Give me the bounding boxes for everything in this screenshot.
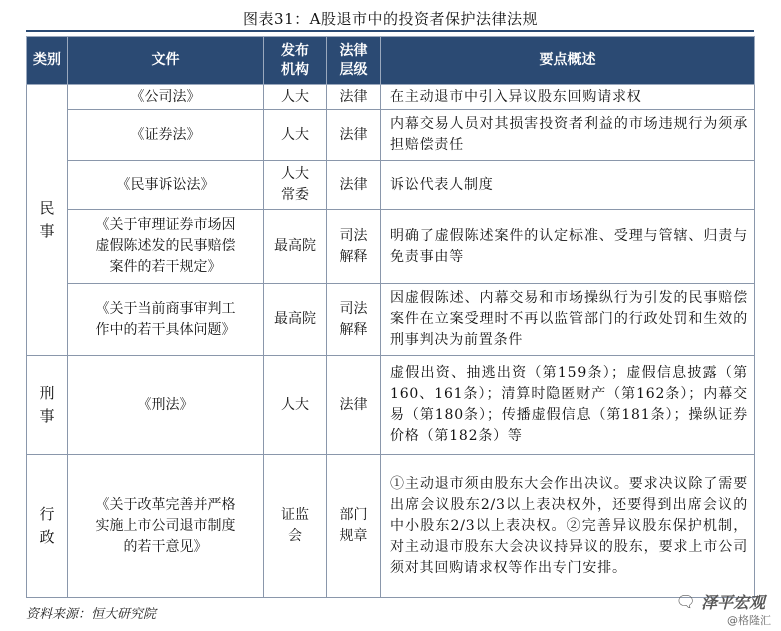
law-table bbox=[26, 36, 755, 598]
document-cell: 《关于当前商事审判工作中的若干具体问题》 bbox=[68, 284, 264, 356]
level-cell: 部门规章 bbox=[327, 455, 381, 598]
table-row bbox=[27, 284, 755, 356]
table-title: 图表31：A股退市中的投资者保护法律法规 bbox=[243, 10, 538, 28]
level-cell: 司法解释 bbox=[327, 210, 381, 284]
points-cell: 明确了虚假陈述案件的认定标准、受理与管辖、归责与免责事由等 bbox=[381, 210, 755, 284]
issuer-cell: 人大 bbox=[264, 110, 327, 161]
issuer-cell: 最高院 bbox=[264, 284, 327, 356]
category-civil: 民事 bbox=[27, 85, 68, 356]
watermark bbox=[676, 590, 765, 613]
document-cell: 《公司法》 bbox=[68, 85, 264, 110]
watermark-name: 泽平宏观 bbox=[700, 593, 765, 612]
issuer-cell: 人大 bbox=[264, 356, 327, 455]
document-cell: 《民事诉讼法》 bbox=[68, 161, 264, 210]
points-cell: 在主动退市中引入异议股东回购请求权 bbox=[381, 85, 755, 110]
table-row bbox=[27, 455, 755, 598]
source-note: 资料来源：恒大研究院 bbox=[26, 607, 157, 622]
points-cell: 内幕交易人员对其损害投资者利益的市场违规行为须承担赔偿责任 bbox=[381, 110, 755, 161]
level-cell: 司法解释 bbox=[327, 284, 381, 356]
level-cell: 法律 bbox=[327, 356, 381, 455]
header-category: 类别 bbox=[27, 37, 68, 85]
category-criminal: 刑事 bbox=[27, 356, 68, 455]
points-cell: ①主动退市须由股东大会作出决议。要求决议除了需要出席会议股东2/3以上表决权外，还要得到出席会议的中小股东2/3以上表决权。②完善异议股东保护机制，对主动退市股东大会决议持异议的股东，要求上市公司须对其回购请求权等作出专门安排。 bbox=[381, 455, 755, 598]
table-row bbox=[27, 356, 755, 455]
points-cell: 因虚假陈述、内幕交易和市场操纵行为引发的民事赔偿案件在立案受理时不再以监管部门的行政处罚和生效的刑事判决为前置条件 bbox=[381, 284, 755, 356]
points-cell: 诉讼代表人制度 bbox=[381, 161, 755, 210]
header-document: 文件 bbox=[68, 37, 264, 85]
table-row bbox=[27, 210, 755, 284]
header-row bbox=[27, 37, 755, 85]
level-cell: 法律 bbox=[327, 85, 381, 110]
document-cell: 《关于改革完善并严格实施上市公司退市制度的若干意见》 bbox=[68, 455, 264, 598]
issuer-cell: 证监会 bbox=[264, 455, 327, 598]
title-rule bbox=[26, 30, 754, 32]
table-row bbox=[27, 110, 755, 161]
level-cell: 法律 bbox=[327, 110, 381, 161]
watermark-handle: @格隆汇 bbox=[727, 614, 771, 627]
document-cell: 《关于审理证券市场因虚假陈述发的民事赔偿案件的若干规定》 bbox=[68, 210, 264, 284]
document-cell: 《证券法》 bbox=[68, 110, 264, 161]
issuer-cell: 最高院 bbox=[264, 210, 327, 284]
wechat-icon: 🗨 bbox=[675, 592, 696, 611]
document-cell: 《刑法》 bbox=[68, 356, 264, 455]
category-admin: 行政 bbox=[27, 455, 68, 598]
issuer-cell: 人大 bbox=[264, 85, 327, 110]
points-cell: 虚假出资、抽逃出资（第159条）；虚假信息披露（第160、161条）；清算时隐匿财产（第162条）；内幕交易（第180条）；传播虚假信息（第181条）；操纵证券价格（第182条）等 bbox=[381, 356, 755, 455]
header-points: 要点概述 bbox=[381, 37, 755, 85]
level-cell: 法律 bbox=[327, 161, 381, 210]
table-row bbox=[27, 161, 755, 210]
header-issuer: 发布机构 bbox=[264, 37, 327, 85]
table-row bbox=[27, 85, 755, 110]
header-level: 法律层级 bbox=[327, 37, 381, 85]
issuer-cell: 人大常委 bbox=[264, 161, 327, 210]
